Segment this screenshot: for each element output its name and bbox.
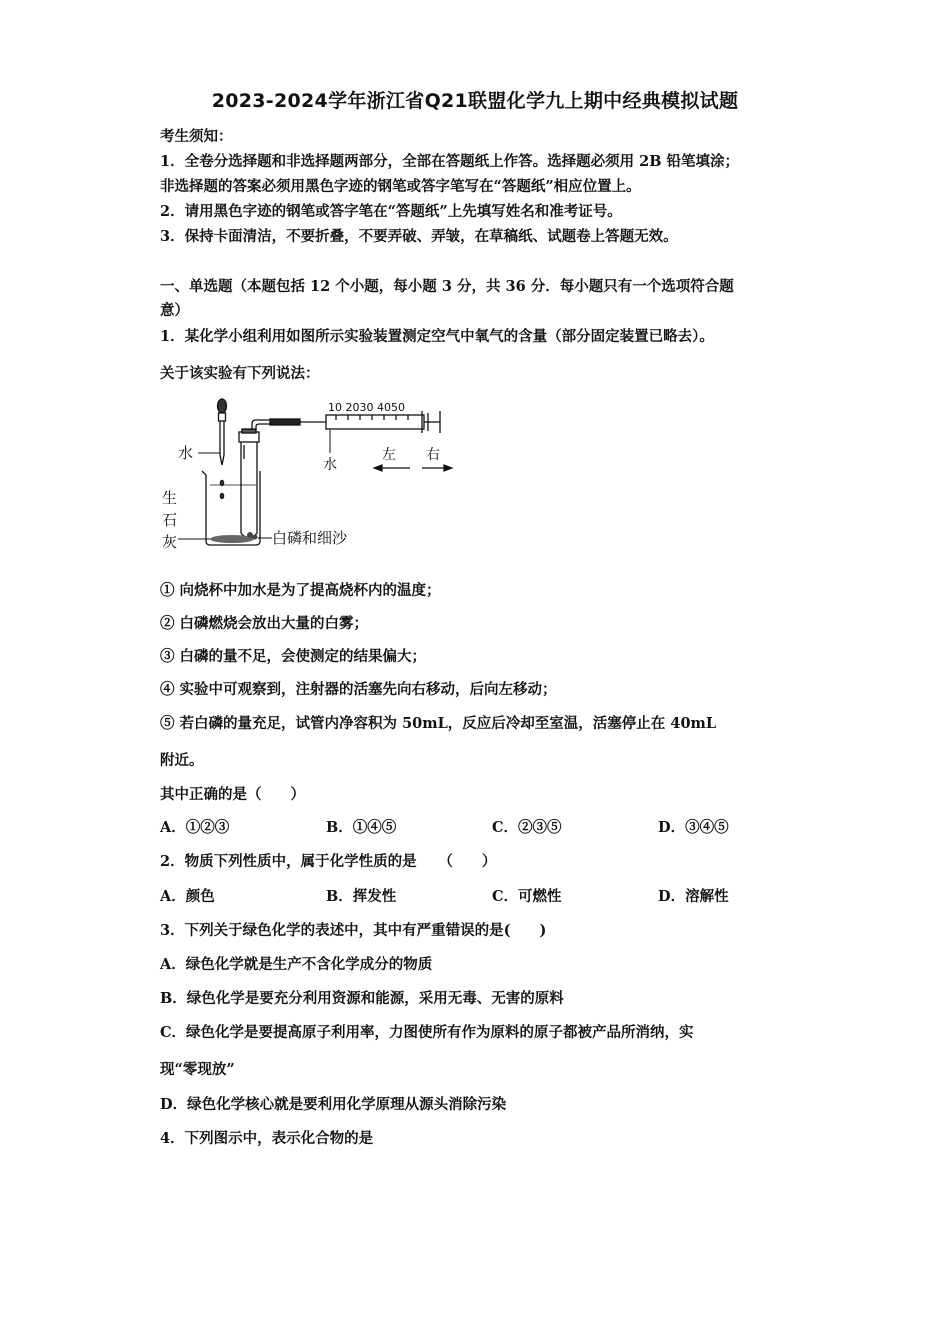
q1-option-a: A．①②③ xyxy=(160,819,230,836)
q3-stem: 3．下列关于绿色化学的表述中，其中有严重错误的是( ) xyxy=(160,922,547,939)
q1-stem-cont: 关于该实验有下列说法： xyxy=(160,365,320,382)
q1-statement: ② 白磷燃烧会放出大量的白雾； xyxy=(160,615,369,632)
section-heading-cont: 意） xyxy=(160,302,189,319)
water-label-dropper: 水 xyxy=(178,444,194,462)
notice-item: 非选择题的答案必须用黑色字迹的钢笔或答字笔写在“答题纸”相应位置上。 xyxy=(160,178,641,195)
phosphorus-sand-icon xyxy=(210,532,258,543)
phosphorus-sand-label: 白磷和细沙 xyxy=(272,529,348,547)
notice-item: 3．保持卡面清洁，不要折叠，不要弄破、弄皱，在草稿纸、试题卷上答题无效。 xyxy=(160,228,678,245)
syringe-icon xyxy=(326,411,440,433)
water-label-syringe: 水 xyxy=(323,457,337,473)
notice-item: 1．全卷分选择题和非选择题两部分，全部在答题纸上作答。选择题必须用 2B 铅笔填涂； xyxy=(160,153,740,170)
test-tube-icon xyxy=(239,429,259,538)
q1-ask: 其中正确的是（ ） xyxy=(160,786,305,803)
q3-option-a: A．绿色化学就是生产不含化学成分的物质 xyxy=(160,956,433,973)
q1-statement: ⑤ 若白磷的量充足，试管内净容积为 50mL，反应后冷却至室温，活塞停止在 40mL xyxy=(160,715,717,732)
q1-option-c: C．②③⑤ xyxy=(492,819,562,836)
section-heading: 一、单选题（本题包括 12 个小题，每小题 3 分，共 36 分．每小题只有一个选项符合题 xyxy=(160,278,734,295)
q3-option-c: C．绿色化学是要提高原子利用率，力图使所有作为原料的原子都被产品所消纳，实 xyxy=(160,1024,694,1041)
q1-option-d: D．③④⑤ xyxy=(658,819,729,836)
quicklime-label-3: 灰 xyxy=(162,533,178,551)
q1-statement: ④ 实验中可观察到，注射器的活塞先向右移动，后向左移动； xyxy=(160,681,557,698)
dropper-icon xyxy=(218,399,227,465)
q1-option-b: B．①④⑤ xyxy=(326,819,397,836)
syringe-scale-label: 10 2030 4050 xyxy=(328,401,405,414)
q2-option-d: D．溶解性 xyxy=(658,888,729,905)
q2-option-b: B．挥发性 xyxy=(326,888,397,905)
left-label: 左 xyxy=(382,447,396,463)
q3-option-b: B．绿色化学是要充分利用资源和能源，采用无毒、无害的原料 xyxy=(160,990,564,1007)
page-title: 2023-2024学年浙江省Q21联盟化学九上期中经典模拟试题 xyxy=(211,90,739,112)
q1-statement-cont: 附近。 xyxy=(160,752,204,769)
q1-stem: 1．某化学小组利用如图所示实验装置测定空气中氧气的含量（部分固定装置已略去）。 xyxy=(160,328,714,345)
q3-option-c-cont: 现“零现放” xyxy=(160,1061,235,1078)
q1-statement: ① 向烧杯中加水是为了提高烧杯内的温度； xyxy=(160,582,441,599)
q1-statement: ③ 白磷的量不足，会使测定的结果偏大； xyxy=(160,648,427,665)
q3-option-d: D．绿色化学核心就是要利用化学原理从源头消除污染 xyxy=(160,1096,507,1113)
quicklime-label-2: 石 xyxy=(162,511,178,529)
right-label: 右 xyxy=(426,447,440,463)
notice-item: 2．请用黑色字迹的钢笔或答字笔在“答题纸”上先填写姓名和准考证号。 xyxy=(160,203,622,220)
quicklime-label-1: 生 xyxy=(162,489,178,507)
q2-stem: 2．物质下列性质中，属于化学性质的是 （ ） xyxy=(160,853,497,870)
notice-heading: 考生须知： xyxy=(160,128,233,145)
connecting-tube-icon xyxy=(252,419,326,430)
apparatus-figure xyxy=(160,393,460,553)
q4-stem: 4．下列图示中，表示化合物的是 xyxy=(160,1130,374,1147)
q2-option-c: C．可燃性 xyxy=(492,888,562,905)
direction-arrows-icon xyxy=(374,465,452,471)
q2-option-a: A．颜色 xyxy=(160,888,215,905)
